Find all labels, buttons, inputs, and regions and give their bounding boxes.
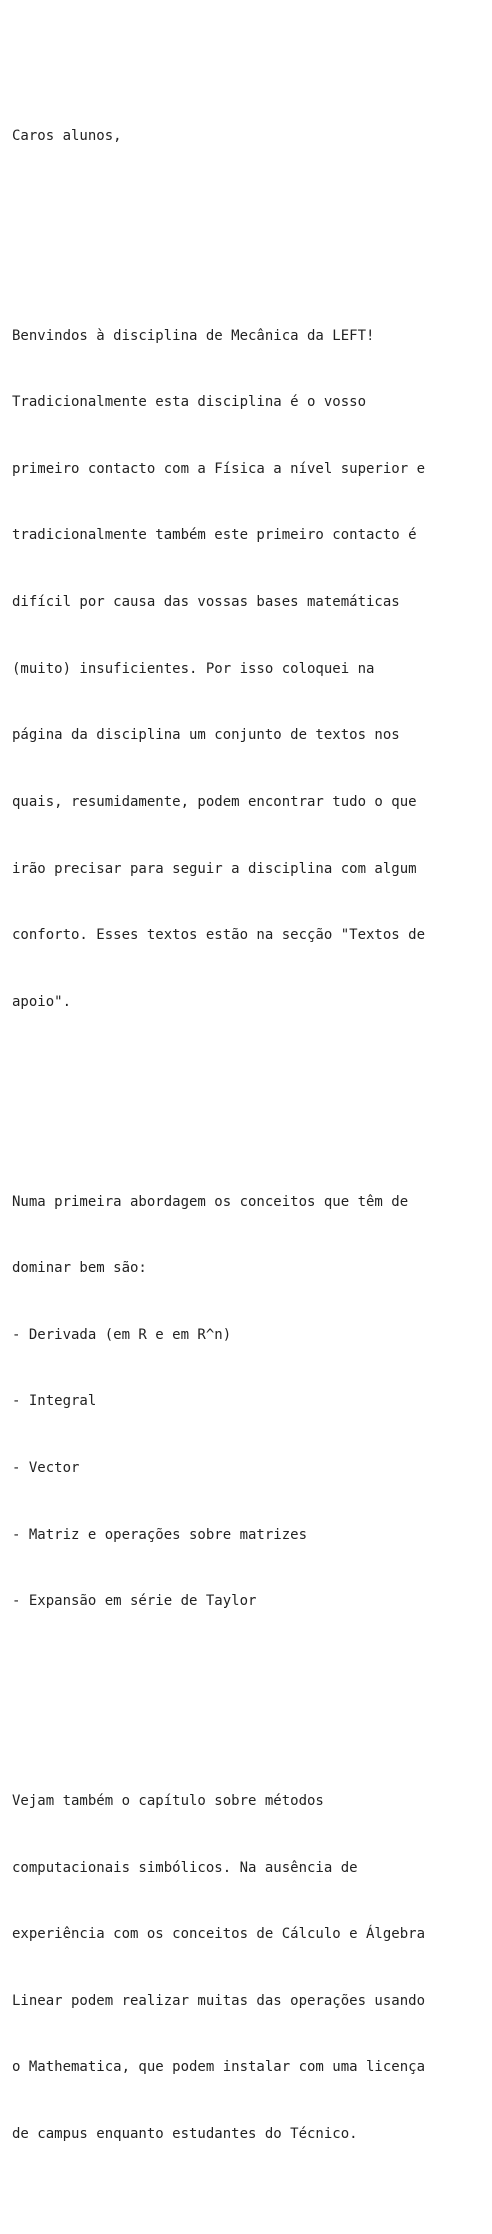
text-line: (muito) insuficientes. Por isso coloquei na (12, 660, 375, 677)
text-line: tradicionalmente também este primeiro contacto é (12, 527, 417, 544)
text-line: quais, resumidamente, podem encontrar tudo o que (12, 793, 417, 810)
text-line: apoio". (12, 993, 72, 1010)
closing-paragraph (12, 1746, 484, 2190)
text-line: irão precisar para seguir a disciplina com algum (12, 860, 417, 877)
text-line: Benvindos à disciplina de Mecânica da LEFT! (12, 327, 375, 344)
list-item: - Expansão em série de Taylor (12, 1593, 257, 1610)
text-line: o Mathematica, que podem instalar com uma licença (12, 2059, 426, 2076)
intro-paragraph (12, 280, 484, 1057)
list-item: - Derivada (em R e em R^n) (12, 1326, 232, 1343)
text-line: Tradicionalmente esta disciplina é o vosso (12, 394, 367, 411)
text-line: experiência com os conceitos de Cálculo e Álgebra (12, 1926, 426, 1943)
text-line: difícil por causa das vossas bases matemáticas (12, 594, 400, 611)
list-item: - Matriz e operações sobre matrizes (12, 1526, 308, 1543)
text-line: dominar bem são: (12, 1260, 147, 1277)
list-item: - Integral (12, 1393, 97, 1410)
text-line: Numa primeira abordagem os conceitos que têm de (12, 1193, 409, 1210)
greeting-line: Caros alunos, (12, 127, 122, 144)
text-line: Vejam também o capítulo sobre métodos (12, 1793, 324, 1809)
text-line: conforto. Esses textos estão na secção "Textos de (12, 927, 426, 944)
text-line: primeiro contacto com a Física a nível superior e (12, 460, 426, 477)
text-line: Linear podem realizar muitas das operações usando (12, 1992, 426, 2009)
text-line: computacionais simbólicos. Na ausência de (12, 1859, 358, 1876)
concepts-paragraph (12, 1146, 484, 1657)
text-line: página da disciplina um conjunto de textos nos (12, 727, 400, 744)
greeting-paragraph (12, 80, 484, 191)
text-line: de campus enquanto estudantes do Técnico. (12, 2126, 358, 2143)
list-item: - Vector (12, 1459, 80, 1476)
